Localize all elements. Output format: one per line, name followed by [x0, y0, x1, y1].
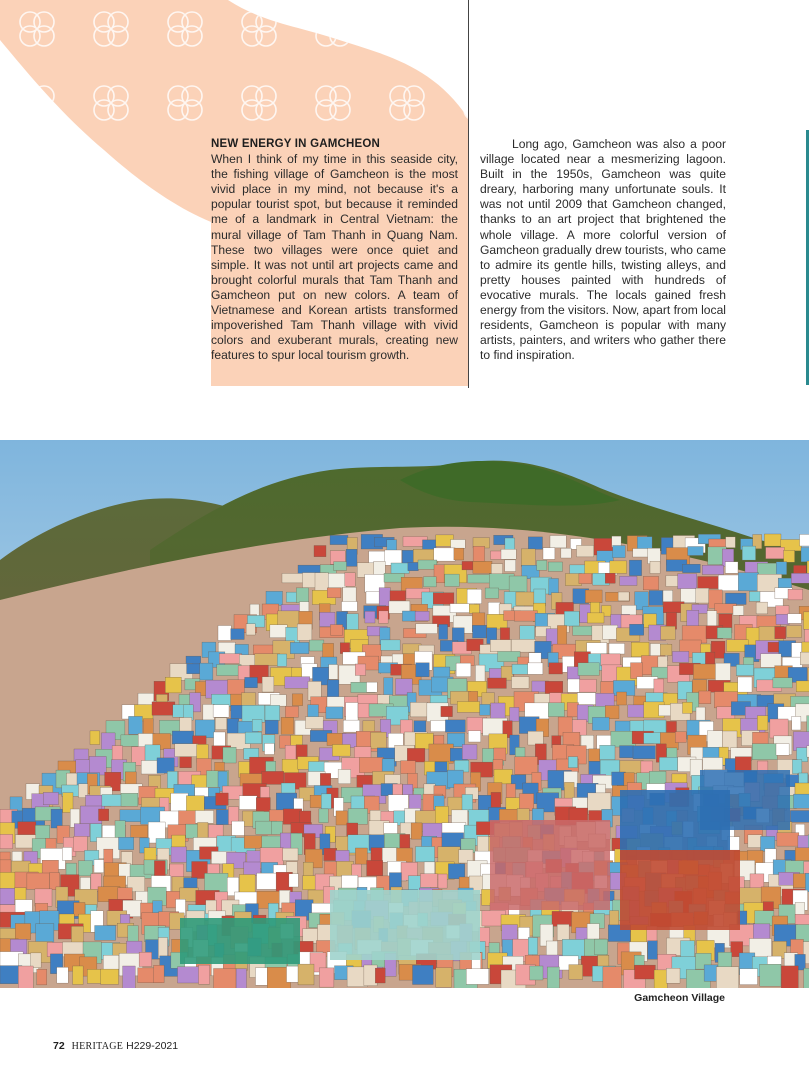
magazine-name: HERITAGE: [71, 1041, 124, 1052]
right-paragraph: Long ago, Gamcheon was also a poor village located near a mesmerizing lagoon. Built in the 1950s, Gamcheon was quite dreary, harboring many unfortunate souls. It was not until 2009 that Gamcheon changed, thanks to an art project that brightened the whole village. A more colorful version of Gamcheon gradually drew tourists, who came to admire its gentle hills, twisting alleys, and pretty houses painted with hundreds of evocative murals. The locals gained fresh energy from the visitors. Now, apart from local residents, Gamcheon is popular with many artists, painters, and writers who gather there to find inspiration.: [480, 137, 726, 363]
article-column-right: [480, 137, 726, 363]
page-footer: [53, 1040, 178, 1052]
article-column-left: [211, 137, 458, 363]
issue-label: H229-2021: [126, 1040, 179, 1052]
left-paragraph: When I think of my time in this seaside city, the fishing village of Gamcheon is the most vivid place in my mind, not because it's a popular tourist spot, but because it reminded me of a landmark in Central Vietnam: the mural village of Tam Thanh in Quang Nam. These two villages were once quiet and simple. It was not until art projects came and brought colorful murals that Tam Thanh and Gamcheon put on new colors. A team of Vietnamese and Korean artists transformed impoverished Tam Thanh village with vivid colors and exuberant murals, creating new features to spur local tourism growth.: [211, 152, 458, 363]
section-heading: NEW ENERGY IN GAMCHEON: [211, 138, 381, 150]
column-divider: [468, 0, 469, 388]
village-photo: [0, 440, 809, 988]
photo-caption: Gamcheon Village: [634, 992, 725, 1004]
page-number: 72: [53, 1040, 65, 1052]
